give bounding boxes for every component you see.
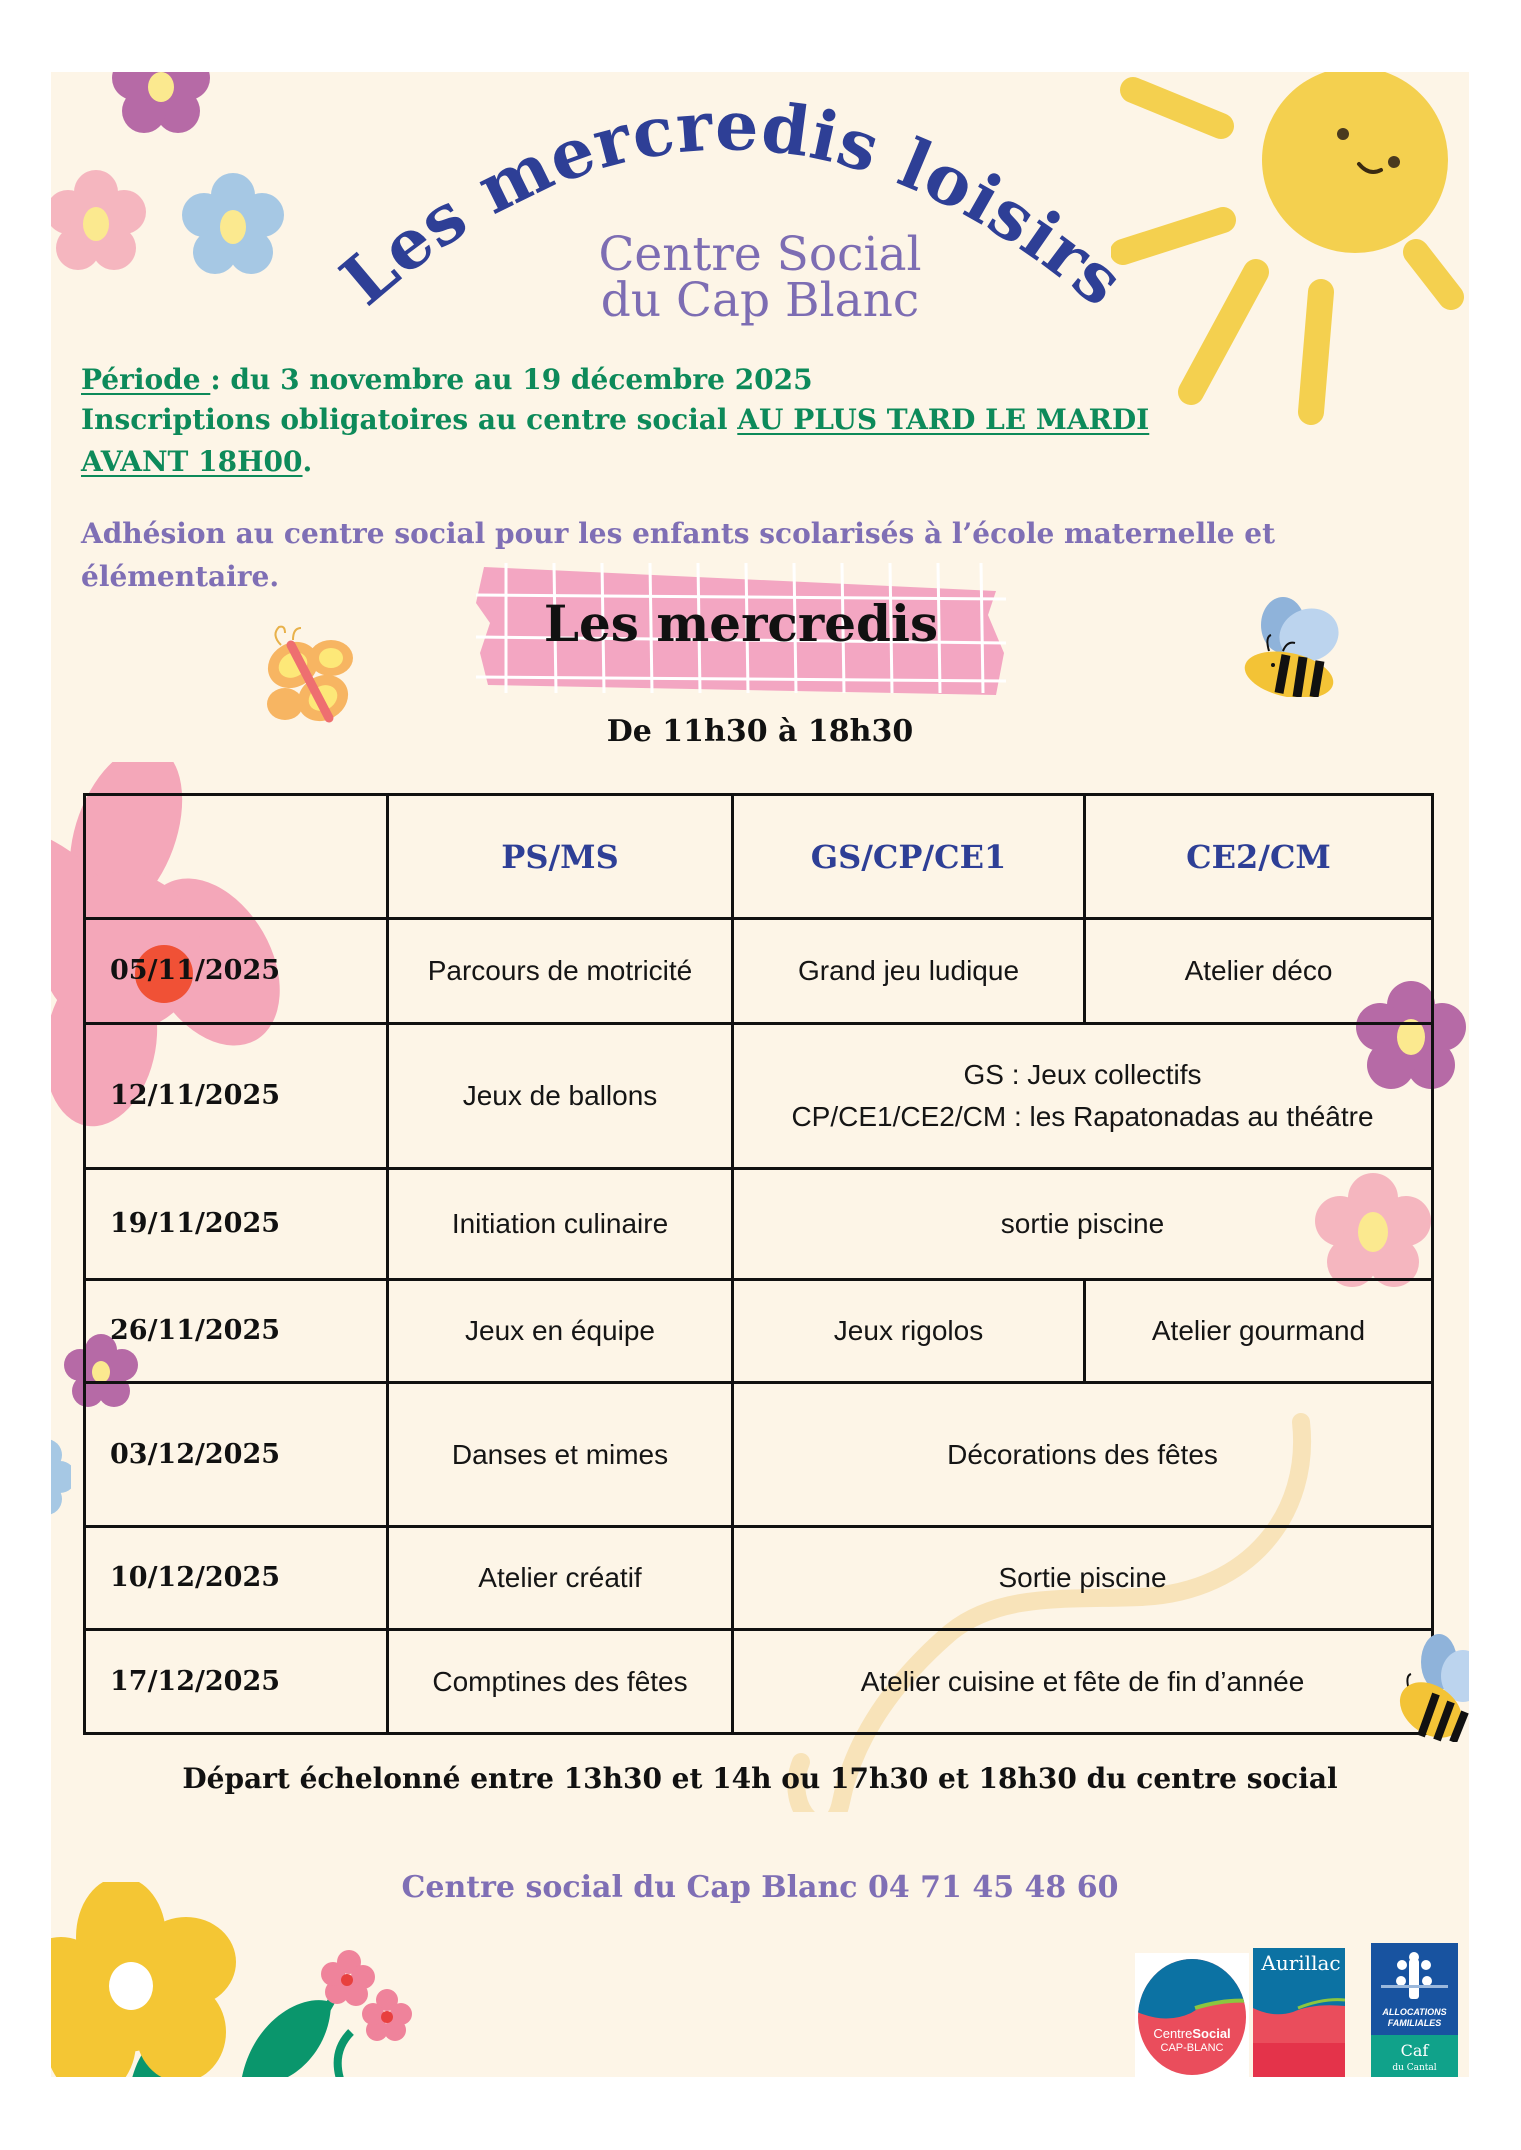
schedule-table <box>83 793 1434 1735</box>
row-date: 10/12/2025 <box>85 1527 388 1630</box>
header-date <box>85 795 388 919</box>
table-row <box>85 1630 1433 1734</box>
header-ce2-cm: CE2/CM <box>1085 795 1433 919</box>
subtitle-line1: Centre Social <box>598 227 922 282</box>
cell-merged <box>733 1024 1433 1169</box>
subtitle-line2: du Cap Blanc <box>600 273 920 328</box>
registration-deadline-2: AVANT 18H00 <box>81 445 303 478</box>
membership-line: Adhésion au centre social pour les enfants scolarisés à l’école maternelle et <box>81 517 1276 550</box>
cell-ce2-cm: Atelier gourmand <box>1085 1280 1433 1383</box>
table-row <box>85 1383 1433 1527</box>
header-gs-cp-ce1: GS/CP/CE1 <box>733 795 1085 919</box>
cell-merged: Décorations des fêtes <box>733 1383 1433 1527</box>
flower-yellow-icon <box>51 1882 431 2077</box>
row-date: 12/11/2025 <box>85 1024 388 1169</box>
registration-deadline: AU PLUS TARD LE MARDI <box>737 403 1150 436</box>
flyer-page <box>51 72 1469 2077</box>
departure-info: Départ échelonné entre 13h30 et 14h ou 17h30 et 18h30 du centre social <box>182 1762 1338 1795</box>
svg-text:du Cantal: du Cantal <box>1392 2063 1437 2073</box>
centre-social-logo-icon <box>1135 1953 1249 2077</box>
svg-text:ALLOCATIONS: ALLOCATIONS <box>1382 2007 1447 2017</box>
registration-end: . <box>302 445 313 478</box>
contact-info: Centre social du Cap Blanc 04 71 45 48 60 <box>401 1870 1119 1905</box>
cell-merged-line2: CP/CE1/CE2/CM : les Rapatonadas au théâtre <box>791 1101 1374 1132</box>
svg-text:Caf: Caf <box>1400 2041 1429 2060</box>
cell-ps-ms: Jeux en équipe <box>388 1280 733 1383</box>
cell-ps-ms: Atelier créatif <box>388 1527 733 1630</box>
table-header-row <box>85 795 1433 919</box>
period-label: Période <box>81 363 211 396</box>
table-row <box>85 1024 1433 1169</box>
row-date: 19/11/2025 <box>85 1169 388 1280</box>
header-ps-ms: PS/MS <box>388 795 733 919</box>
period-line <box>81 360 813 400</box>
row-date: 05/11/2025 <box>85 919 388 1024</box>
table-row <box>85 919 1433 1024</box>
row-date: 26/11/2025 <box>85 1280 388 1383</box>
cell-ps-ms: Comptines des fêtes <box>388 1630 733 1734</box>
cell-ps-ms: Parcours de motricité <box>388 919 733 1024</box>
svg-text:CAP-BLANC: CAP-BLANC <box>1160 2042 1224 2054</box>
svg-text:CentreSocial: CentreSocial <box>1153 2026 1231 2041</box>
cell-gs-cp-ce1: Jeux rigolos <box>733 1280 1085 1383</box>
row-date: 03/12/2025 <box>85 1383 388 1527</box>
cell-ps-ms: Danses et mimes <box>388 1383 733 1527</box>
svg-text:FAMILIALES: FAMILIALES <box>1387 2018 1442 2028</box>
cell-merged-line1: GS : Jeux collectifs <box>963 1059 1202 1090</box>
flower-blue-left-icon <box>51 1432 71 1522</box>
cell-ce2-cm: Atelier déco <box>1085 919 1433 1024</box>
cell-ps-ms: Initiation culinaire <box>388 1169 733 1280</box>
caf-logo-icon <box>1371 1943 1458 2077</box>
opening-hours: De 11h30 à 18h30 <box>606 714 914 749</box>
table-row <box>85 1280 1433 1383</box>
membership-line-2: élémentaire. <box>81 560 280 593</box>
cell-merged: Sortie piscine <box>733 1527 1433 1630</box>
bee-bottom-icon <box>1381 1632 1469 1742</box>
cell-merged: Atelier cuisine et fête de fin d’année <box>733 1630 1433 1734</box>
registration-line <box>81 400 1149 440</box>
row-date: 17/12/2025 <box>85 1630 388 1734</box>
registration-text: Inscriptions obligatoires au centre social <box>81 403 738 436</box>
cell-gs-cp-ce1: Grand jeu ludique <box>733 919 1085 1024</box>
table-row <box>85 1527 1433 1630</box>
cell-ps-ms: Jeux de ballons <box>388 1024 733 1169</box>
svg-text:Aurillac: Aurillac <box>1261 1951 1341 1975</box>
banner-title: Les mercredis <box>543 594 939 653</box>
registration-line-2 <box>81 442 312 482</box>
logo-aurillac <box>1253 1948 1345 2077</box>
aurillac-logo-icon <box>1253 1948 1345 2077</box>
bee-icon <box>1231 597 1356 697</box>
logo-caf <box>1371 1943 1458 2077</box>
cell-merged: sortie piscine <box>733 1169 1433 1280</box>
logo-centre-social <box>1135 1953 1249 2077</box>
table-row <box>85 1169 1433 1280</box>
period-text: : du 3 novembre au 19 décembre 2025 <box>210 363 813 396</box>
page-title: Les mercredis loisirs <box>326 86 1140 323</box>
